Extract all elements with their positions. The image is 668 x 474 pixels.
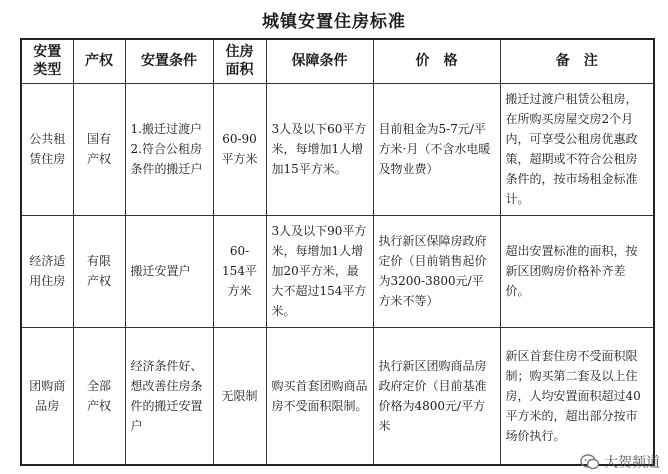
table-row (21, 327, 654, 465)
page-title: 城镇安置住房标准 (262, 12, 406, 32)
row-remark: 搬迁过渡户租赁公租房，在所购买房屋交房2个月内，可享受公租房优惠政策，超期或不符合公租房条件的，按市场租金标准计。 (500, 83, 654, 215)
row-condition: 经济条件好、想改善住房条件的搬迁安置户 (125, 327, 213, 465)
row-price: 执行新区保障房政府定价（目前销售起价为3200-3800元/平方米不等） (373, 215, 500, 327)
row-type: 团购商品房 (21, 327, 73, 465)
header-price: 价 格 (373, 39, 500, 83)
table-row (21, 83, 654, 215)
row-area: 60-90平方米 (213, 83, 266, 215)
row-area: 60-154平方米 (213, 215, 266, 327)
watermark (580, 452, 660, 472)
header-guarantee: 保障条件 (266, 39, 373, 83)
row-type: 公共租赁住房 (21, 83, 73, 215)
chat-bubble-icon (580, 452, 600, 472)
row-guarantee: 购买首套团购商品房不受面积限制。 (266, 327, 373, 465)
header-remark: 备 注 (500, 39, 654, 83)
row-area: 无限制 (213, 327, 266, 465)
table-row (21, 215, 654, 327)
header-type: 安置类型 (21, 39, 73, 83)
header-row (21, 39, 654, 83)
watermark-text: 大贺频道 (604, 455, 660, 471)
row-property: 全部产权 (73, 327, 125, 465)
row-property: 有限产权 (73, 215, 125, 327)
housing-standards-table (20, 38, 655, 466)
header-condition: 安置条件 (125, 39, 213, 83)
row-type: 经济适用住房 (21, 215, 73, 327)
row-property: 国有产权 (73, 83, 125, 215)
row-price: 执行新区团购商品房政府定价（目前基准价格为4800元/平方米 (373, 327, 500, 465)
row-condition: 1.搬迁过渡户 2.符合公租房条件的搬迁户 (125, 83, 213, 215)
row-guarantee: 3人及以下90平方米，每增加1人增加20平方米，最大不超过154平方米。 (266, 215, 373, 327)
row-price: 目前租金为5-7元/平方米·月（不含水电暖及物业费） (373, 83, 500, 215)
row-guarantee: 3人及以下60平方米，每增加1人增加15平方米。 (266, 83, 373, 215)
row-condition: 搬迁安置户 (125, 215, 213, 327)
row-remark: 新区首套住房不受面积限制；购买第二套及以上住房，人均安置面积超过40平方米的，超出部分按市场价执行。 (500, 327, 654, 465)
header-property: 产权 (73, 39, 125, 83)
header-area: 住房面积 (213, 39, 266, 83)
row-remark: 超出安置标准的面积，按新区团购房价格补齐差价。 (500, 215, 654, 327)
